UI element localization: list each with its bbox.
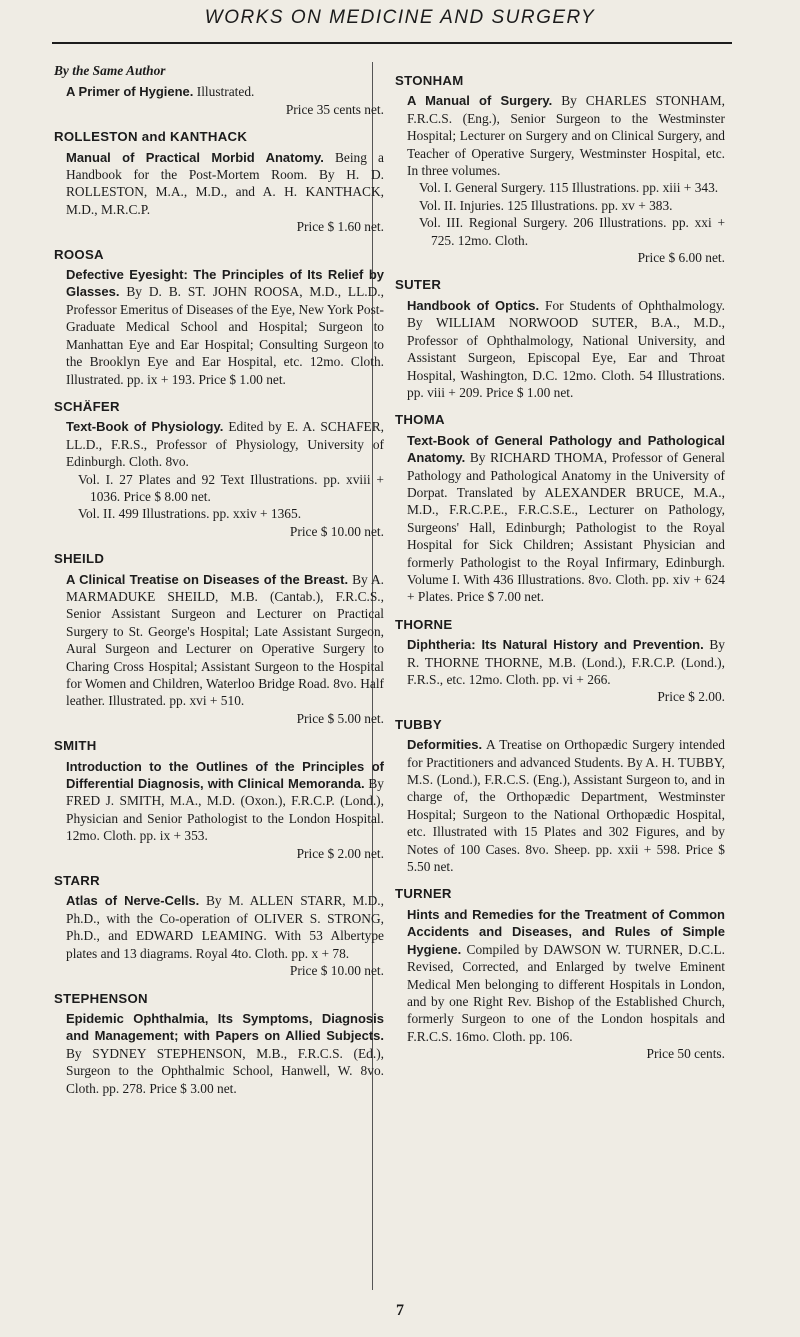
volume-line: Vol. I. 27 Plates and 92 Text Illustrations. pp. xviii + 1036. Price $ 8.00 net. bbox=[78, 471, 384, 504]
author-heading: TURNER bbox=[395, 886, 452, 902]
book-entry bbox=[66, 571, 384, 728]
book-entry bbox=[66, 83, 384, 118]
book-entry bbox=[66, 149, 384, 236]
book-description: For Students of Ophthalmology. By WILLIAM NORWOOD SUTER, B.A., M.D., Professor of Ophthalmology, National University, and Assistant Surgeon, Episcopal Eye, Ear and Throat Hospital, Washington, D.C. 12mo. Cloth. 54 Illustrations. pp. viii + 209. Price $ 1.00 net. bbox=[407, 297, 725, 400]
book-entry bbox=[66, 266, 384, 388]
book-entry bbox=[407, 636, 725, 706]
book-title: Handbook of Optics. bbox=[407, 297, 540, 313]
book-entry bbox=[407, 736, 725, 875]
author-heading: THOMA bbox=[395, 412, 445, 428]
book-description: By D. B. ST. JOHN ROOSA, M.D., LL.D., Professor Emeritus of Diseases of the Eye, New York Post-Graduate Medical School and Hospital; Surgeon to Manhattan Eye and Ear Hospital; Consulting Surgeon to the Brooklyn Eye and Ear Hospital, etc. 12mo. Cloth. Illustrated. pp. ix + 193. Price $ 1.00 net. bbox=[66, 284, 384, 387]
book-title: Introduction to the Outlines of the Principles of Differential Diagnosis, with Clinical Memoranda. bbox=[66, 758, 384, 792]
book-price: Price $ 5.00 net. bbox=[296, 710, 384, 726]
book-price: Price $ 6.00 net. bbox=[637, 250, 725, 266]
book-title: Deformities. bbox=[407, 737, 483, 753]
book-price: Price 50 cents. bbox=[646, 1046, 725, 1062]
book-description: By CHARLES STONHAM, F.R.C.S. (Eng.), Senior Surgeon to the Westminster Hospital; Lecturer on Surgery and on Clinical Surgery, and Teacher of Operative Surgery, Westminster Hospital, etc. In three volumes. bbox=[407, 93, 725, 179]
book-title: A Manual of Surgery. bbox=[407, 93, 553, 109]
author-heading: ROLLESTON and KANTHACK bbox=[54, 129, 248, 145]
header-rule bbox=[52, 42, 732, 44]
book-title: Text-Book of Physiology. bbox=[66, 419, 224, 435]
author-heading: STEPHENSON bbox=[54, 990, 148, 1006]
book-entry bbox=[66, 1010, 384, 1097]
book-entry bbox=[407, 432, 725, 606]
author-heading: ROOSA bbox=[54, 246, 104, 262]
author-heading: TUBBY bbox=[395, 716, 442, 732]
book-price: Price $ 10.00 net. bbox=[289, 963, 384, 979]
page-header: WORKS ON MEDICINE AND SURGERY bbox=[204, 7, 596, 28]
book-entry bbox=[66, 758, 384, 862]
author-heading: SMITH bbox=[54, 738, 97, 754]
author-heading: STONHAM bbox=[395, 73, 464, 88]
book-entry bbox=[407, 297, 725, 401]
author-heading: THORNE bbox=[395, 616, 453, 632]
book-description: Illustrated. bbox=[196, 84, 255, 100]
volume-line: Vol. III. Regional Surgery. 206 Illustrations. pp. xxi + 725. 12mo. Cloth. bbox=[419, 215, 725, 248]
author-heading: STARR bbox=[54, 873, 100, 889]
book-description: By SYDNEY STEPHENSON, M.B., F.R.C.S. (Ed.), Surgeon to the Ophthalmic School, Hanwell, W. 8vo. Cloth. pp. 278. Price $ 3.00 net. bbox=[66, 1045, 384, 1096]
book-price: Price $ 2.00. bbox=[657, 689, 725, 705]
right-column bbox=[395, 62, 725, 1063]
book-entry bbox=[66, 418, 384, 540]
book-description: By RICHARD THOMA, Professor of General Pathology and Pathological Anatomy in the University of Dorpat. Translated by ALEXANDER BRUCE, M.A., M.D., F.R.C.P.E., F.R.C.S.E., Lecturer on Pathology, Surgeons' Hall, Edinburgh; Pathologist to the Royal Hospital for Sick Children; Assistant Physician and formerly Pathologist to the Royal Infirmary, Edinburgh. Volume I. With 436 Illustrations. 8vo. Cloth. pp. xiv + 624 + Plates. Price $ 7.00 net. bbox=[407, 450, 725, 605]
book-description: Compiled by DAWSON W. TURNER, D.C.L. Revised, Corrected, and Enlarged by twelve Eminent Medical Men belonging to different Hospitals in London, and by one Right Rev. Bishop of the Established Church, formerly Surgeon to one of the London hospitals and F.R.C.S. 16mo. Cloth. pp. 106. bbox=[407, 941, 725, 1044]
book-title: Hints and Remedies for the Treatment of Common Accidents and Diseases, and Rules of Simple Hygiene. bbox=[407, 906, 725, 957]
author-heading: SUTER bbox=[395, 277, 442, 293]
volume-line: Vol. I. General Surgery. 115 Illustrations. pp. xiii + 343. bbox=[419, 180, 719, 196]
book-description: By A. MARMADUKE SHEILD, M.B. (Cantab.), F.R.C.S., Senior Assistant Surgeon and Lecturer on Practical Surgery to St. George's Hospital; Late Assistant Surgeon, Aural Surgeon and Lecturer on Operative Surgery to Charing Cross Hospital; Assistant Surgeon to the Hospital for Women and Children, Waterloo Bridge Road. 8vo. Half leather. Illustrated. pp. xvi + 510. bbox=[66, 571, 384, 709]
book-title: Epidemic Ophthalmia, Its Symptoms, Diagnosis and Management; with Papers on Allied Subjects. bbox=[66, 1010, 384, 1044]
book-description: Edited by E. A. SCHAFER, LL.D., F.R.S., Professor of Physiology, University of Edinburgh. Cloth. 8vo. bbox=[66, 419, 384, 470]
left-column bbox=[54, 62, 384, 1097]
volume-line: Vol. II. 499 Illustrations. pp. xxiv + 1365. bbox=[78, 506, 302, 522]
book-description: Being a Handbook for the Post-Mortem Room. By H. D. ROLLESTON, M.A., M.D., and A. H. KANTHACK, M.D., M.R.C.P. bbox=[66, 149, 384, 217]
book-entry bbox=[407, 906, 725, 1063]
author-heading: SHEILD bbox=[54, 551, 105, 567]
section-subheading: By the Same Author bbox=[54, 63, 166, 78]
book-price: Price $ 10.00 net. bbox=[289, 523, 384, 539]
book-price: Price $ 1.60 net. bbox=[296, 219, 384, 235]
book-title: Text-Book of General Pathology and Pathological Anatomy. bbox=[407, 432, 725, 466]
book-price: Price $ 2.00 net. bbox=[296, 845, 384, 861]
book-description: By M. ALLEN STARR, M.D., Ph.D., with the Co-operation of OLIVER S. STRONG, Ph.D., and EDWARD LEAMING. With 53 Albertype plates and 13 diagrams. Royal 4to. Cloth. pp. x + 78. bbox=[66, 893, 384, 961]
book-description: By FRED J. SMITH, M.A., M.D. (Oxon.), F.R.C.P. (Lond.), Physician and Senior Pathologist to the London Hospital. 12mo. Cloth. pp. ix + 353. bbox=[66, 776, 384, 844]
book-description: By R. THORNE THORNE, M.B. (Lond.), F.R.C.P. (Lond.), F.R.S., etc. 12mo. Cloth. pp. vi + 266. bbox=[407, 637, 726, 687]
book-title: Defective Eyesight: The Principles of Its Relief by Glasses. bbox=[66, 267, 384, 300]
book-entry bbox=[407, 92, 725, 266]
book-title: Manual of Practical Morbid Anatomy. bbox=[66, 149, 324, 165]
page-number: 7 bbox=[396, 1302, 404, 1319]
book-price: Price 35 cents net. bbox=[285, 101, 384, 117]
book-entry bbox=[66, 892, 384, 979]
book-title: A Primer of Hygiene. bbox=[66, 84, 194, 100]
book-title: Atlas of Nerve-Cells. bbox=[66, 893, 200, 909]
author-heading: SCHÄFER bbox=[54, 398, 120, 414]
volume-line: Vol. II. Injuries. 125 Illustrations. pp. xv + 383. bbox=[419, 197, 673, 213]
book-description: A Treatise on Orthopædic Surgery intended for Practitioners and advanced Students. By A. H. TUBBY, M.S. (Lond.), F.R.C.S. (Eng.), Assistant Surgeon to, and in charge of, the Orthopædic Department, Westminster Hospital; Surgeon to the National Orthopædic Hospital, etc. Illustrated with 15 Plates and 302 Figures, and by Notes of 100 Cases. 8vo. Sheep. pp. xxii + 598. Price $ 5.50 net. bbox=[407, 737, 725, 875]
book-title: Diphtheria: Its Natural History and Prevention. bbox=[407, 637, 704, 653]
book-title: A Clinical Treatise on Diseases of the Breast. bbox=[66, 571, 349, 587]
